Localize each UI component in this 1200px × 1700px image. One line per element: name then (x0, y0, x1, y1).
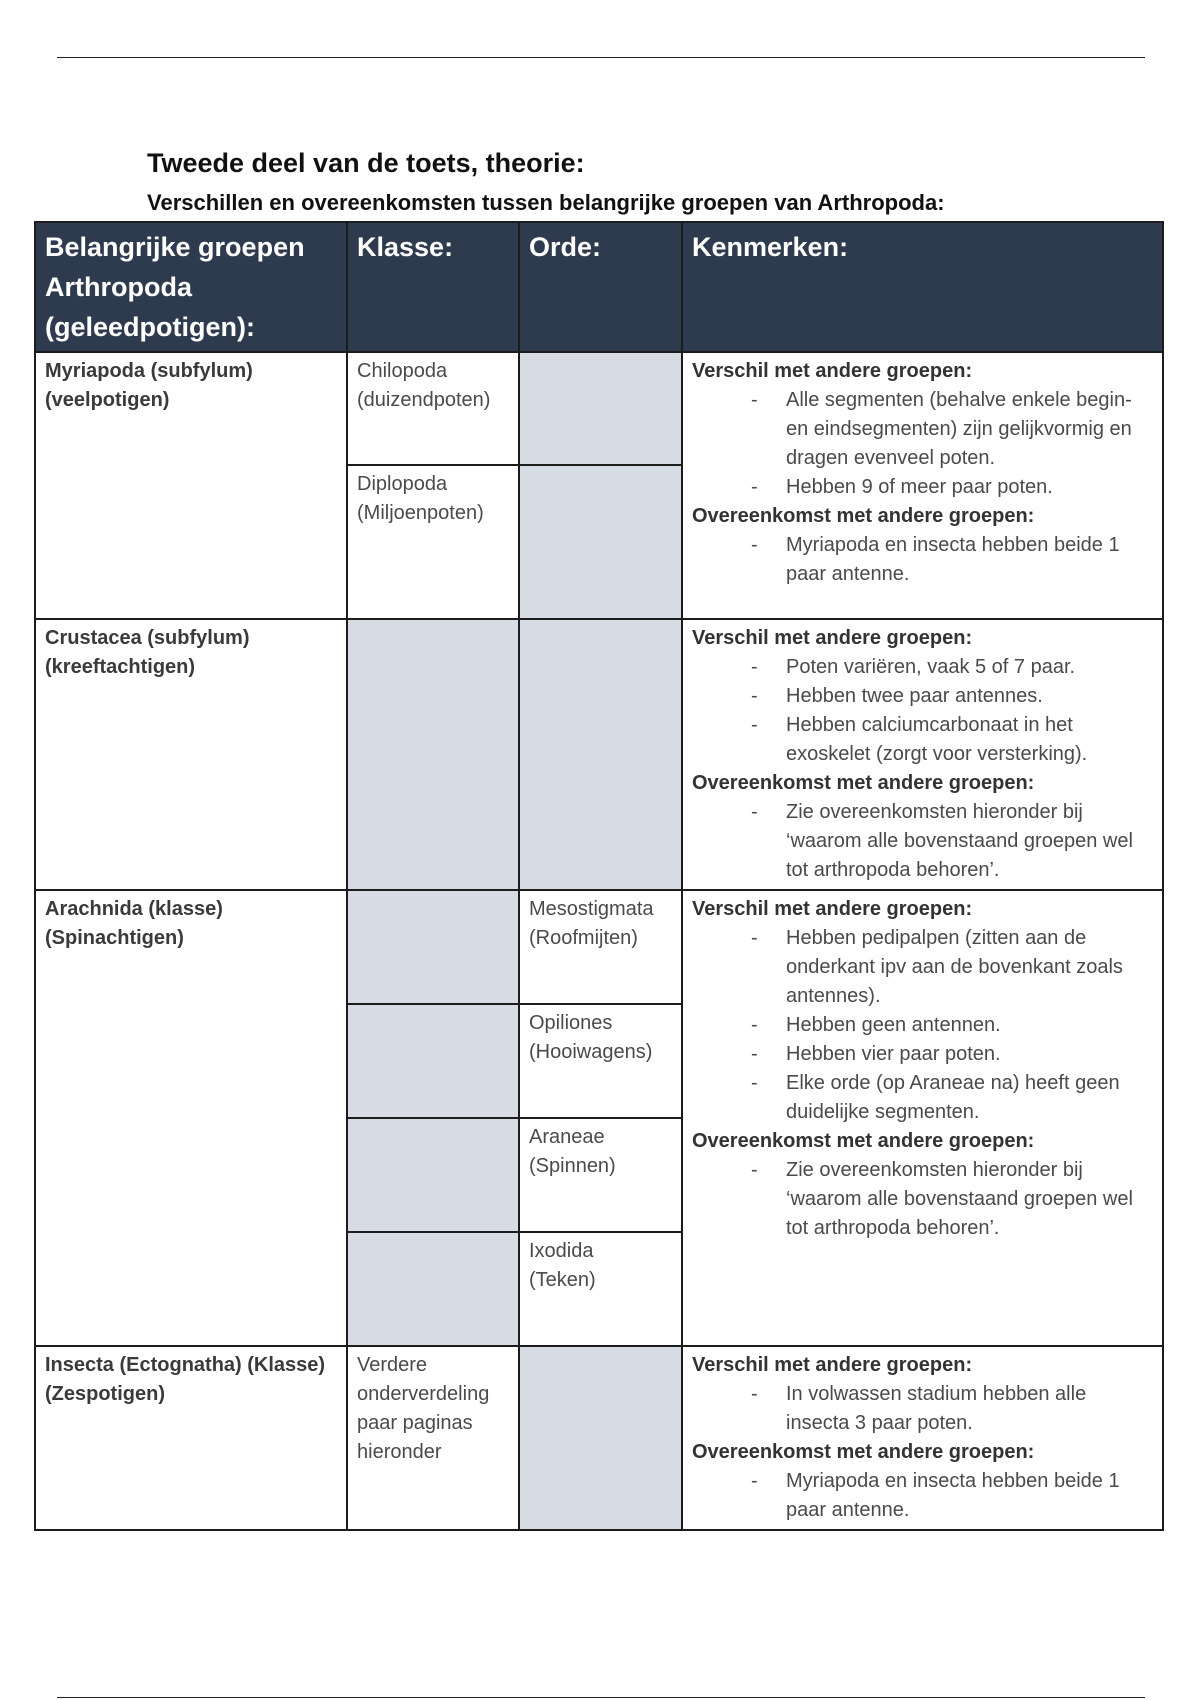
list-item: - Hebben calciumcarbonaat in het exoskelet (zorgt voor versterking). (786, 711, 1153, 769)
orde-cell-empty (519, 465, 682, 619)
top-rule (57, 57, 1145, 58)
klasse-name: Diplopoda (357, 473, 448, 495)
arthropoda-table (34, 221, 1164, 1531)
header-kenmerken: Kenmerken: (682, 222, 1163, 352)
list-item: - Hebben geen antennen. (786, 1011, 1153, 1040)
list-item: - Hebben twee paar antennes. (786, 682, 1153, 711)
group-name: Arachnida (klasse) (45, 898, 223, 920)
klasse-cell-diplopoda (347, 465, 519, 619)
list-item: - Elke orde (op Araneae na) heeft geen duidelijke segmenten. (786, 1069, 1153, 1127)
list-item: - Myriapoda en insecta hebben beide 1 paar antenne. (786, 1467, 1153, 1525)
list-item: - Poten variëren, vaak 5 of 7 paar. (786, 653, 1153, 682)
header-orde: Orde: (519, 222, 682, 352)
overeenkomst-label: Overeenkomst met andere groepen: (692, 1130, 1035, 1152)
verschil-list (692, 924, 1153, 1127)
list-item: - Zie overeenkomsten hieronder bij ‘waarom alle bovenstaand groepen wel tot arthropoda behoren’. (786, 798, 1153, 885)
klasse-cell-empty (347, 1004, 519, 1118)
group-cell-crustacea (35, 619, 347, 890)
list-item: - In volwassen stadium hebben alle insecta 3 paar poten. (786, 1380, 1153, 1438)
verschil-list (692, 1380, 1153, 1438)
verschil-list (692, 386, 1153, 502)
orde-name: Ixodida (529, 1240, 594, 1262)
orde-cell-empty (519, 1346, 682, 1530)
group-cell-arachnida (35, 890, 347, 1346)
verschil-label: Verschil met andere groepen: (692, 1354, 973, 1376)
orde-name: Opiliones (529, 1012, 613, 1034)
overeenkomst-label: Overeenkomst met andere groepen: (692, 772, 1035, 794)
table-row (35, 890, 1163, 1004)
group-common-name: (veelpotigen) (45, 389, 170, 411)
orde-common-name: (Hooiwagens) (529, 1041, 653, 1063)
list-item: - Alle segmenten (behalve enkele begin- en eindsegmenten) zijn gelijkvormig en dragen evenveel poten. (786, 386, 1153, 473)
list-item: - Hebben vier paar poten. (786, 1040, 1153, 1069)
list-item: - Zie overeenkomsten hieronder bij ‘waarom alle bovenstaand groepen wel tot arthropoda behoren’. (786, 1156, 1153, 1243)
table-row (35, 1346, 1163, 1530)
verschil-list (692, 653, 1153, 769)
kenmerken-cell-crustacea (682, 619, 1163, 890)
klasse-cell-empty (347, 890, 519, 1004)
table-row (35, 619, 1163, 890)
page-title: Tweede deel van de toets, theorie: (147, 148, 585, 178)
overeenkomst-list (692, 531, 1153, 589)
klasse-cell-empty (347, 1118, 519, 1232)
group-cell-myriapoda (35, 352, 347, 619)
klasse-common-name: (duizendpoten) (357, 389, 491, 411)
orde-common-name: (Spinnen) (529, 1155, 616, 1177)
orde-cell-opiliones (519, 1004, 682, 1118)
orde-cell-empty (519, 352, 682, 465)
orde-name: Araneae (529, 1126, 605, 1148)
table-header-row (35, 222, 1163, 352)
overeenkomst-list (692, 1156, 1153, 1243)
overeenkomst-label: Overeenkomst met andere groepen: (692, 505, 1035, 527)
orde-common-name: (Teken) (529, 1269, 596, 1291)
klasse-cell-chilopoda (347, 352, 519, 465)
verschil-label: Verschil met andere groepen: (692, 360, 973, 382)
list-item: - Myriapoda en insecta hebben beide 1 paar antenne. (786, 531, 1153, 589)
overeenkomst-list (692, 798, 1153, 885)
overeenkomst-list (692, 1467, 1153, 1525)
page-subtitle: Verschillen en overeenkomsten tussen belangrijke groepen van Arthropoda: (147, 190, 945, 215)
klasse-note-line: hieronder (357, 1441, 442, 1463)
klasse-cell-insecta (347, 1346, 519, 1530)
kenmerken-cell-arachnida (682, 890, 1163, 1346)
verschil-label: Verschil met andere groepen: (692, 627, 973, 649)
list-item: - Hebben 9 of meer paar poten. (786, 473, 1153, 502)
kenmerken-cell-insecta (682, 1346, 1163, 1530)
header-klasse: Klasse: (347, 222, 519, 352)
group-common-name: (kreeftachtigen) (45, 656, 196, 678)
overeenkomst-label: Overeenkomst met andere groepen: (692, 1441, 1035, 1463)
klasse-note-line: paar paginas (357, 1412, 473, 1434)
group-name: Insecta (Ectognatha) (Klasse) (45, 1354, 326, 1376)
bottom-rule (57, 1697, 1145, 1698)
group-cell-insecta (35, 1346, 347, 1530)
list-item: - Hebben pedipalpen (zitten aan de onderkant ipv aan de bovenkant zoals antennes). (786, 924, 1153, 1011)
orde-name: Mesostigmata (529, 898, 654, 920)
klasse-cell-empty (347, 619, 519, 890)
klasse-name: Chilopoda (357, 360, 448, 382)
orde-cell-empty (519, 619, 682, 890)
group-name: Crustacea (subfylum) (45, 627, 250, 649)
group-common-name: (Zespotigen) (45, 1383, 165, 1405)
orde-common-name: (Roofmijten) (529, 927, 638, 949)
group-common-name: (Spinachtigen) (45, 927, 184, 949)
orde-cell-ixodida (519, 1232, 682, 1346)
header-group: Belangrijke groepen Arthropoda (geleedpotigen): (35, 222, 347, 352)
klasse-common-name: (Miljoenpoten) (357, 502, 484, 524)
orde-cell-araneae (519, 1118, 682, 1232)
kenmerken-cell-myriapoda (682, 352, 1163, 619)
klasse-note-line: Verdere (357, 1354, 428, 1376)
table-row (35, 352, 1163, 465)
orde-cell-mesostigmata (519, 890, 682, 1004)
klasse-note-line: onderverdeling (357, 1383, 490, 1405)
klasse-cell-empty (347, 1232, 519, 1346)
group-name: Myriapoda (subfylum) (45, 360, 253, 382)
verschil-label: Verschil met andere groepen: (692, 898, 973, 920)
